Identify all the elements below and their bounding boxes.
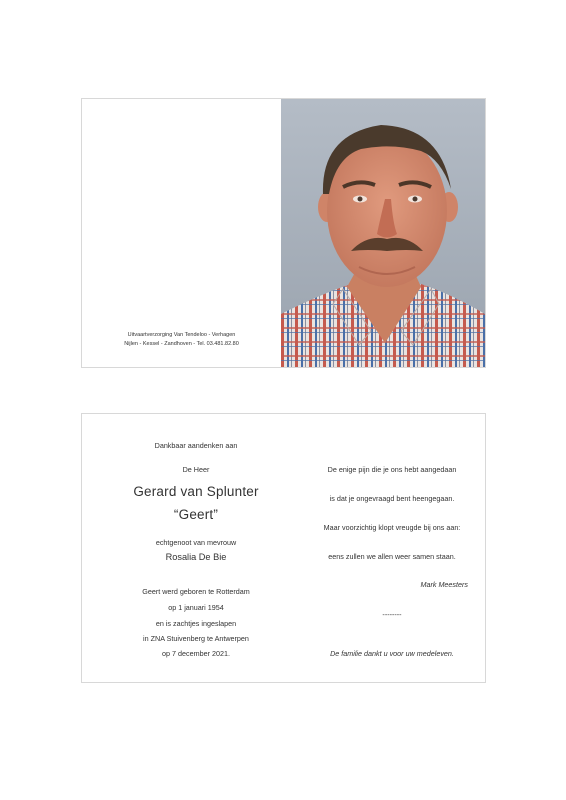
- deceased-nickname: “Geert”: [173, 507, 219, 522]
- separator: --------: [382, 610, 402, 619]
- biography-column: [82, 414, 310, 682]
- passing-date: op 7 december 2021.: [162, 649, 230, 658]
- portrait-photo: [281, 99, 485, 367]
- spouse-intro: echtgenoot van mevrouw: [155, 538, 237, 547]
- poem-line-1: De enige pijn die je ons hebt aangedaan: [327, 465, 457, 474]
- funeral-home-name: Uitvaartverzorging Van Tendeloo - Verhagen: [127, 332, 236, 338]
- birth-place: Geert werd geboren te Rotterdam: [142, 587, 250, 596]
- poem-line-3: Maar voorzichtig klopt vreugde bij ons aan:: [323, 523, 461, 532]
- passing-text: en is zachtjes ingeslapen: [155, 619, 237, 628]
- family-thanks: De familie dankt u voor uw medeleven.: [330, 649, 454, 658]
- poem-line-2: is dat je ongevraagd bent heengegaan.: [329, 494, 455, 503]
- birth-date: op 1 januari 1954: [168, 603, 224, 612]
- passing-place: in ZNA Stuivenberg te Antwerpen: [143, 634, 249, 643]
- poem-line-4: eens zullen we allen weer samen staan.: [328, 552, 456, 561]
- deceased-name: Gerard van Splunter: [133, 484, 259, 499]
- funeral-home-info: [82, 331, 281, 348]
- honorific: De Heer: [182, 465, 210, 474]
- poem-author: Mark Meesters: [420, 580, 468, 589]
- funeral-home-contact: Nijlen - Kessel - Zandhoven - Tel. 03.481.82.80: [124, 340, 239, 347]
- memorial-card-front: [81, 98, 486, 368]
- poem-column: [298, 414, 486, 682]
- spouse-name: Rosalia De Bie: [165, 552, 227, 562]
- memorial-card-inside: [81, 413, 486, 683]
- intro-text: Dankbaar aandenken aan: [154, 441, 238, 450]
